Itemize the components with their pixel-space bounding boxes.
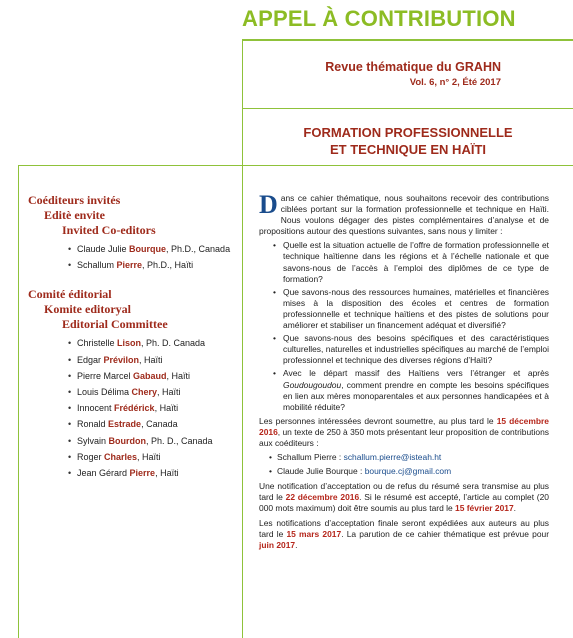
contact-item bbox=[269, 452, 549, 463]
coeditors-heading-ht: Editè envite bbox=[44, 208, 105, 222]
committee-item bbox=[68, 368, 238, 384]
final-paragraph bbox=[259, 518, 549, 551]
volume-info: Vol. 6, n° 2, Été 2017 bbox=[409, 77, 501, 88]
surname: Prévilon bbox=[103, 354, 140, 365]
submission-paragraph bbox=[259, 416, 549, 449]
contact-item bbox=[269, 466, 549, 477]
coeditor-item bbox=[68, 257, 238, 273]
committee-heading-en: Editorial Committee bbox=[62, 317, 168, 332]
contacts-list bbox=[259, 452, 549, 477]
committee-item bbox=[68, 433, 238, 449]
intro-text: ans ce cahier thématique, nous souhaitons recevoir des contributions ciblées portant sur la formation professionnelle et technique en Haïti. Nous voulons dégager des pistes complémentaires d’analyse et de propositions autour des questions suivantes, sans nous y limiter : bbox=[259, 193, 549, 237]
theme-title bbox=[243, 124, 573, 158]
committee-item bbox=[68, 416, 238, 432]
first-name: Christelle bbox=[77, 338, 118, 349]
surname: Pierre bbox=[129, 468, 156, 479]
surname: Bourdon bbox=[108, 435, 147, 446]
deadline-date: 15 décembre 2016 bbox=[259, 415, 549, 437]
submission-text: , un texte de 250 à 350 mots présentant leur proposition de contributions aux coéditeurs : bbox=[259, 426, 549, 448]
first-name: Jean Gérard bbox=[77, 468, 130, 479]
surname: Pierre bbox=[116, 260, 143, 271]
final-text: Les notifications d’acceptation finale seront expédiées aux auteurs au plus tard le bbox=[259, 517, 549, 539]
final-text: . La parution de ce cahier thématique est prévue pour bbox=[341, 528, 550, 539]
coeditors-list bbox=[28, 241, 238, 273]
committee-item bbox=[68, 465, 238, 481]
drop-cap: D bbox=[259, 190, 278, 219]
affiliation: , Haïti bbox=[155, 468, 179, 479]
coeditors-heading-en: Invited Co-editors bbox=[62, 223, 156, 237]
deadline-date: 15 février 2017 bbox=[455, 503, 514, 514]
questions-list bbox=[259, 240, 549, 412]
committee-item bbox=[68, 335, 238, 351]
affiliation: , Haïti bbox=[157, 387, 181, 398]
surname: Estrade bbox=[108, 419, 142, 430]
question-item bbox=[277, 368, 549, 412]
affiliation: , Haïti bbox=[139, 354, 163, 365]
question-italic: Goudougoudou bbox=[283, 379, 342, 390]
question-item: • Que savons-nous des besoins spécifiques et des caractéristiques culturelles, naturelles et industrielles spécifiques au marché de l’emploi professionnel et technique des diverses régions d’Haïti? bbox=[277, 333, 549, 366]
surname: Chery bbox=[131, 387, 158, 398]
frame-vertical-middle bbox=[242, 165, 243, 638]
contact-name: Claude Julie Bourque : bbox=[277, 466, 365, 477]
affiliation: , Haïti bbox=[154, 403, 179, 414]
committee-item bbox=[68, 384, 238, 400]
affiliation: , Ph.D., Haïti bbox=[142, 260, 194, 271]
surname: Gabaud bbox=[133, 370, 167, 381]
email-link[interactable]: schallum.pierre@isteah.ht bbox=[343, 452, 442, 463]
first-name: Ronald bbox=[77, 419, 109, 430]
frame-mid-line bbox=[18, 165, 573, 166]
theme-line-1: FORMATION PROFESSIONNELLE bbox=[303, 125, 513, 140]
deadline-date: 15 mars 2017 bbox=[286, 528, 342, 539]
deadline-date: 22 décembre 2016 bbox=[285, 492, 360, 503]
call-body bbox=[259, 190, 550, 554]
question-text: , comment prendre en compte les besoins spécifiques en lien aux mères monoparentales et aux personnes handicapées et à mobilité réduite? bbox=[283, 379, 549, 412]
coeditors-group bbox=[28, 193, 238, 273]
editors-column bbox=[28, 193, 238, 481]
committee-item bbox=[68, 449, 238, 465]
frame-top-line bbox=[242, 39, 573, 41]
deadline-date: juin 2017 bbox=[259, 539, 296, 550]
title-rest: PPEL À CONTRIBUTION bbox=[258, 6, 516, 31]
question-item: • Que savons-nous des ressources humaines, matérielles et financières mises à la disposition des écoles et centres de formation professionnelle et technique haïtiens et des pistes de solutions pour améliorer et stabiliser un financement adéquat et diversifié? bbox=[277, 287, 549, 331]
notification-text: . bbox=[513, 503, 517, 514]
theme-line-2: ET TECHNIQUE EN HAÏTI bbox=[329, 142, 486, 157]
committee-group bbox=[28, 287, 238, 481]
first-name: Louis Délima bbox=[77, 387, 132, 398]
committee-item bbox=[68, 400, 238, 416]
affiliation: , Haïti bbox=[166, 370, 191, 381]
surname: Bourque bbox=[129, 244, 167, 254]
committee-item bbox=[68, 352, 238, 368]
final-text: . bbox=[295, 539, 298, 550]
intro-paragraph bbox=[259, 190, 549, 237]
first-name: Claude Julie bbox=[77, 244, 130, 254]
first-name: Pierre Marcel bbox=[77, 370, 134, 381]
first-name: Schallum bbox=[77, 260, 117, 271]
question-text: Avec le départ massif des Haïtiens vers l’étranger et après bbox=[283, 368, 549, 379]
title-first-letter: A bbox=[242, 6, 259, 31]
committee-list bbox=[28, 335, 238, 481]
notification-text: . Si le résumé est accepté, l’article au complet (20 000 mots maximum) doit être soumis au plus tard le bbox=[259, 492, 550, 514]
affiliation: , Ph. D. Canada bbox=[141, 338, 206, 349]
submission-text: Les personnes intéressées devront soumettre, au plus tard le bbox=[259, 415, 497, 426]
email-link[interactable]: bourque.cj@gmail.com bbox=[364, 466, 452, 477]
committee-heading-ht: Komite editoryal bbox=[44, 302, 131, 317]
first-name: Innocent bbox=[77, 403, 115, 414]
affiliation: , Haïti bbox=[137, 451, 161, 462]
affiliation: , Ph.D., Canada bbox=[166, 244, 231, 254]
contact-name: Schallum Pierre : bbox=[277, 452, 344, 463]
surname: Lison bbox=[117, 338, 142, 349]
first-name: Roger bbox=[77, 451, 105, 462]
question-item: • Quelle est la situation actuelle de l’offre de formation professionnelle et technique haïtienne dans les régions et à l’échelle nationale et que savons-nous de l’accès à l’emploi des diplômes de ce type de formation? bbox=[277, 240, 549, 284]
notification-text: Une notification d’acceptation ou de refus du résumé sera transmise au plus tard le bbox=[259, 481, 549, 503]
frame-vertical-left bbox=[18, 165, 19, 638]
affiliation: , Ph. D., Canada bbox=[146, 435, 213, 446]
coeditors-heading-fr: Coéditeurs invités bbox=[28, 193, 121, 207]
affiliation: , Canada bbox=[141, 419, 178, 430]
coeditor-item bbox=[68, 241, 238, 257]
page-title bbox=[242, 6, 572, 32]
surname: Charles bbox=[104, 451, 138, 462]
first-name: Edgar bbox=[77, 354, 104, 365]
committee-heading-fr: Comité éditorial bbox=[28, 287, 112, 302]
journal-name: Revue thématique du GRAHN bbox=[325, 60, 501, 74]
surname: Frédérick bbox=[114, 403, 155, 414]
first-name: Sylvain bbox=[77, 435, 109, 446]
frame-theme-top-line bbox=[242, 108, 573, 109]
notification-paragraph bbox=[259, 481, 549, 514]
